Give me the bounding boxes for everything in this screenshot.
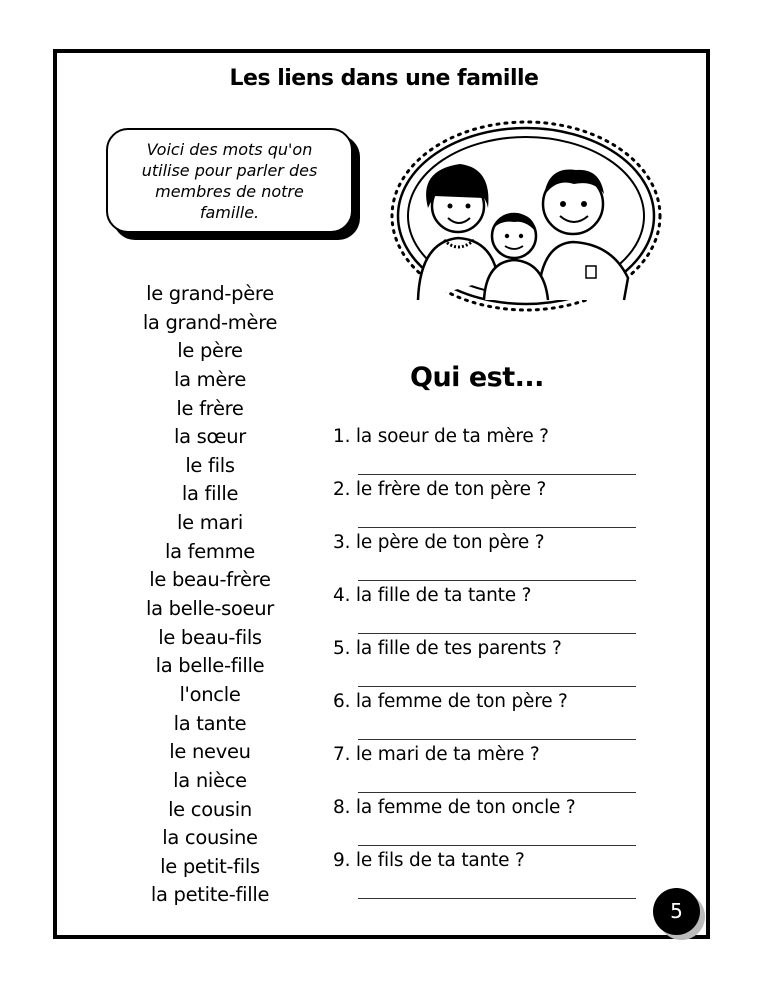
list-item: le fils	[185, 453, 235, 477]
answer-line[interactable]	[358, 845, 636, 846]
list-item: la petite-fille	[150, 883, 270, 907]
list-item: la belle-soeur	[145, 597, 275, 621]
page-number: 5	[653, 888, 700, 935]
section-heading: Qui est...	[410, 362, 544, 393]
question-item	[333, 689, 663, 742]
question-item	[333, 795, 663, 848]
list-item: la grand-mère	[142, 310, 278, 334]
family-illustration-icon	[388, 118, 665, 314]
answer-line[interactable]	[358, 633, 636, 634]
list-item: la sœur	[174, 425, 246, 449]
list-item: le cousin	[168, 797, 252, 821]
list-item: la tante	[173, 711, 247, 735]
question-list	[333, 424, 663, 901]
list-item: le grand-père	[146, 282, 274, 305]
list-item: la mère	[173, 367, 247, 391]
question-text: 9. le fils de ta tante ?	[333, 850, 525, 871]
question-item	[333, 848, 663, 901]
list-item: le beau-frère	[149, 568, 271, 592]
list-item: le père	[177, 339, 243, 363]
answer-line[interactable]	[358, 686, 636, 687]
question-item	[333, 583, 663, 636]
vocabulary-list	[100, 280, 320, 910]
list-item: la fille	[181, 482, 239, 506]
question-item	[333, 742, 663, 795]
question-text: 2. le frère de ton père ?	[333, 479, 547, 500]
list-item: le frère	[176, 396, 244, 420]
answer-line[interactable]	[358, 739, 636, 740]
answer-line[interactable]	[358, 792, 636, 793]
question-item	[333, 636, 663, 689]
list-item: le petit-fils	[160, 854, 260, 878]
list-item: la femme	[164, 539, 255, 563]
question-text: 7. le mari de ta mère ?	[333, 744, 540, 765]
intro-text: Voici des mots qu'on utilise pour parler des membres de notre famille.	[141, 139, 318, 222]
answer-line[interactable]	[358, 580, 636, 581]
answer-line[interactable]	[358, 898, 636, 899]
list-item: la cousine	[162, 826, 258, 850]
question-text: 6. la femme de ton père ?	[333, 691, 568, 712]
intro-bubble	[106, 128, 353, 233]
list-item: le mari	[177, 511, 243, 535]
answer-line[interactable]	[358, 474, 636, 475]
question-text: 5. la fille de tes parents ?	[333, 638, 562, 659]
list-item: l'oncle	[179, 682, 241, 706]
question-item	[333, 477, 663, 530]
list-item: la belle-fille	[155, 654, 265, 678]
question-text: 4. la fille de ta tante ?	[333, 585, 532, 606]
list-item: le neveu	[169, 740, 251, 764]
question-item	[333, 530, 663, 583]
page-title: Les liens dans une famille	[229, 66, 539, 91]
list-item: la nièce	[173, 768, 247, 792]
question-text: 1. la soeur de ta mère ?	[333, 426, 549, 447]
answer-line[interactable]	[358, 527, 636, 528]
question-text: 8. la femme de ton oncle ?	[333, 797, 576, 818]
question-text: 3. le père de ton père ?	[333, 532, 545, 553]
question-item	[333, 424, 663, 477]
list-item: le beau-fils	[158, 625, 262, 649]
